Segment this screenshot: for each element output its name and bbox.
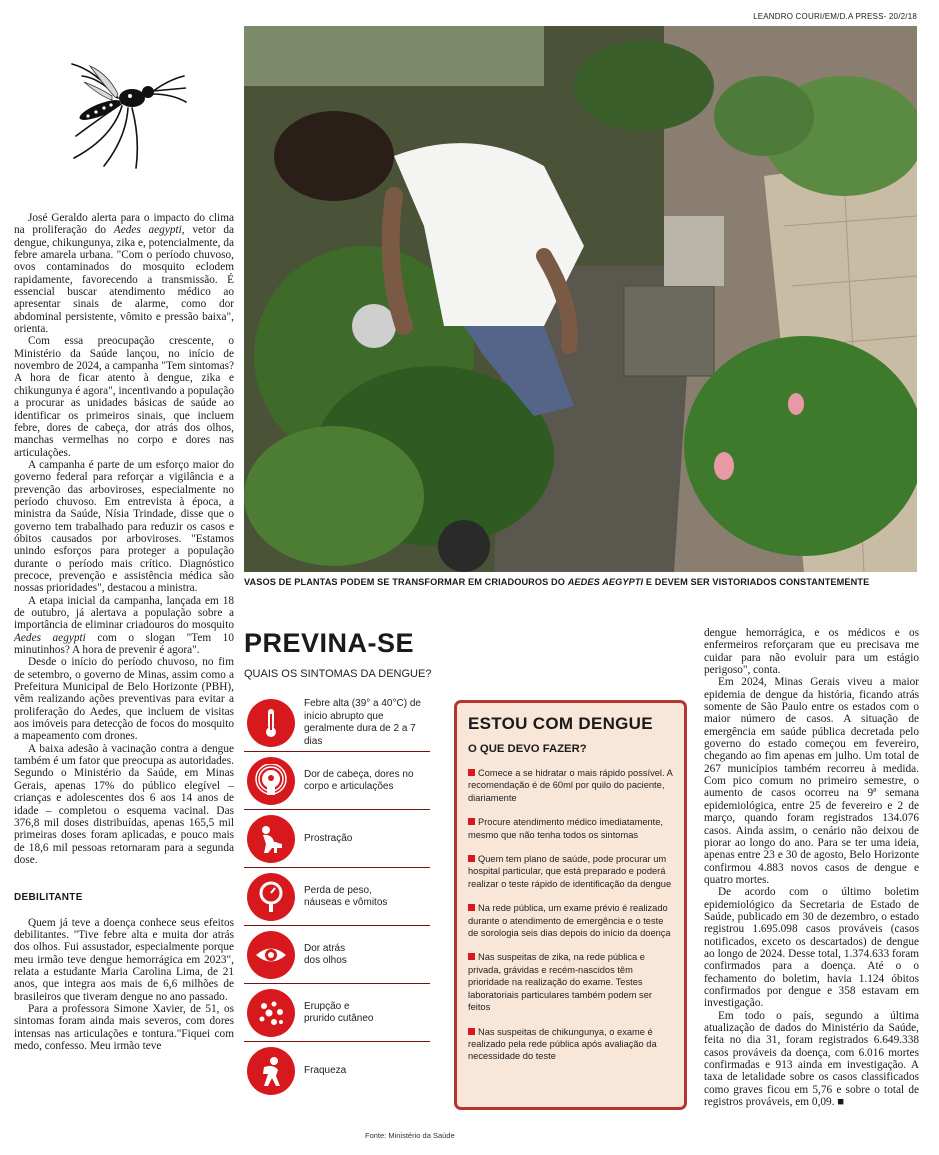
weight-loss-icon xyxy=(247,873,295,921)
source-note: Fonte: Ministério da Saúde xyxy=(365,1131,455,1140)
symptom-item xyxy=(244,810,430,868)
paragraph: A baixa adesão à vacinação contra a dengue também é um fator que preocupa as autoridades. Segundo o Ministério da Saúde, em Minas Gerais, apenas 17% do público elegível – crianças e adolescentes dos 6 aos 14 anos de idade – completou o esquema vacinal. Das 376,8 mil doses distribuídas, apenas 165,5 mil primeiras doses foram aplicadas, e pouco mais de 18,6 mil pessoas retornaram para a segunda dose. xyxy=(14,742,234,866)
photo-credit: LEANDRO COURI/EM/D.A PRESS- 20/2/18 xyxy=(753,12,917,21)
box-item: Quem tem plano de saúde, pode procurar um hospital particular, que está preparado e poderá realizar o teste rápido de identificação da dengue xyxy=(468,854,672,889)
paragraph: Quem já teve a doença conhece seus efeitos debilitantes. "Tive febre alta e muita dor atrás dos olhos. Fui assustador, especialmente porque meu irmão teve dengue hemorrágica em 2023", relata a estudante Maria Carolina Lima, de 21 anos, que integra aos mais de 6,6 milhões de brasileiros que tiveram dengue no ano passado. xyxy=(14,916,234,1003)
paragraph: Em todo o país, segundo a última atualização de dados do Ministério da Saúde, feita no dia 31, foram registrados 6.649.338 casos prováveis da doença, com 6.016 mortes confirmadas e 913 ainda em investigação. A taxa de letalidade sobre os casos classificados como graves ficou em 5,76 e sobre o total de registros prováveis, em 0,09. ■ xyxy=(704,1009,919,1109)
rash-icon xyxy=(247,989,295,1037)
symptom-text: Dor atrás dos olhos xyxy=(304,942,347,966)
symptom-item xyxy=(244,1042,430,1100)
thermometer-icon xyxy=(247,699,295,747)
box-item: Procure atendimento médico imediatamente, mesmo que não tenha todos os sintomas xyxy=(468,817,664,840)
paragraph: Desde o início do período chuvoso, no fim de setembro, o governo de Minas, assim como a Prefeitura Municipal de Belo Horizonte (PBH), vêm realizando ações preventivas para evitar a proliferação do Aedes, que incluem de visitas aos imóveis para detecção de focos do mosquito a mapeamento com drones. xyxy=(14,656,234,743)
symptom-list xyxy=(244,694,430,1100)
box-title: ESTOU COM DENGUE xyxy=(468,714,653,733)
box-item: Nas suspeitas de zika, na rede pública e privada, grávidas e recém-nascidos têm prioridade na realização do exame. Testes laboratoriais particulares também podem ser feitos xyxy=(468,952,652,1013)
main-photo xyxy=(244,26,917,572)
paragraph: Com essa preocupação crescente, o Ministério da Saúde lançou, no início de novembro de 2024, a campanha "Tem sintomas? A hora de ficar atento à dengue, zika e chikungunya é agora", incentivando a população a procurar as unidades básicas de saúde ao identificar os primeiros sinais, que incluem febre, dores de cabeça, dor atrás dos olhos, manchas vermelhas no corpo e dores nas articulações. xyxy=(14,335,234,459)
symptom-text: Fraqueza xyxy=(304,1064,347,1076)
symptom-text: Erupção e prurido cutâneo xyxy=(304,1000,374,1024)
paragraph: A etapa inicial da campanha, lançada em 18 de outubro, já alertava a população sobre a importância de eliminar criadouros do mosquito Aedes aegypti com o slogan "Tem 10 minutinhos? A hora de prevenir é agora". xyxy=(14,594,234,657)
paragraph: A campanha é parte de um esforço maior do governo federal para reforçar a vigilância e a prevenção das arboviroses, especialmente no período chuvoso. Em entrevista à época, a ministra da Saúde, Nísia Trindade, disse que o governo tem trabalhado para reduzir os casos e óbitos causados por arboviroses. "Estamos unindo esforços para proteger a população durante o período mais crítico. Diagnóstico precoce, prevenção e assistência médica são nossas prioridades", destacou a ministra. xyxy=(14,458,234,595)
bullet-square-icon xyxy=(468,904,475,911)
paragraph: De acordo com o último boletim epidemiológico da Secretaria de Estado de Saúde, publicado em 30 de dezembro, o estado registrou 1.695.098 casos prováveis (casos notificados, exceto os descartados) de dengue ao longo de 2024. Desse total, 1.374.633 foram confirmados para a doença. Até o o fechamento do boletim, havia 1.124 óbitos confirmados por dengue e 358 estavam em investigação. xyxy=(704,886,919,1010)
bullet-square-icon xyxy=(468,855,475,862)
right-column-text xyxy=(704,627,919,1108)
box-item: Nas suspeitas de chikungunya, o exame é realizado pela rede pública após avaliação da necessidade do teste xyxy=(468,1026,657,1062)
bullet-square-icon xyxy=(468,818,475,825)
symptom-item xyxy=(244,868,430,926)
eye-icon xyxy=(247,931,295,979)
box-item: Comece a se hidratar o mais rápido possível. A recomendação é de 60ml por quilo do paciente, diariamente xyxy=(468,768,673,803)
paragraph: José Geraldo alerta para o impacto do clima na proliferação do Aedes aegypti, vetor da dengue, chikungunya, zika e, potencialmente, da febre amarela urbana. "Com o período chuvoso, ovos contaminados do mosquito eclodem rapidamente, favorecendo a transmissão. É essencial buscar atendimento médico ao apresentar sinais de alarme, como dor abdominal persistente, vômito e pressão baixa", orienta. xyxy=(14,212,234,336)
left-column-text xyxy=(14,212,234,1052)
symptom-item xyxy=(244,694,430,752)
symptom-item xyxy=(244,752,430,810)
symptom-item xyxy=(244,926,430,984)
bullet-square-icon xyxy=(468,1028,475,1035)
prevent-subtitle: QUAIS OS SINTOMAS DA DENGUE? xyxy=(244,668,432,680)
symptom-text: Prostração xyxy=(304,832,353,844)
box-item: Na rede pública, um exame prévio é realizado durante o atendimento de emergência e o teste de sorologia seis dias depois do início da doença xyxy=(468,903,671,939)
dengue-info-box xyxy=(454,700,687,1110)
bullet-square-icon xyxy=(468,769,475,776)
photo-caption: VASOS DE PLANTAS PODEM SE TRANSFORMAR EM CRIADOUROS DO AEDES AEGYPTI E DEVEM SER VISTORIADOS CONSTANTEMENTE xyxy=(244,577,870,587)
prevent-title: PREVINA-SE xyxy=(244,628,415,658)
symptom-text: Perda de peso, náuseas e vômitos xyxy=(304,884,388,908)
paragraph: Para a professora Simone Xavier, de 51, os sintomas foram ainda mais severos, com dores intensas nas articulações e tontura."Fiquei com medo, confesso. Meu irmão teve xyxy=(14,1002,234,1052)
mosquito-illustration xyxy=(60,58,190,173)
box-subtitle: O QUE DEVO FAZER? xyxy=(468,743,587,755)
symptom-text: Febre alta (39° a 40°C) de início abrupto que geralmente dura de 2 a 7 dias xyxy=(304,698,421,747)
bullet-square-icon xyxy=(468,953,475,960)
paragraph: dengue hemorrágica, e os médicos e os enfermeiros reforçaram que eu precisava me cuidar para não evoluir para um estágio perigoso", conta. xyxy=(704,627,919,677)
box-item-list xyxy=(468,767,673,1063)
headache-icon xyxy=(247,757,295,805)
paragraph: Em 2024, Minas Gerais viveu a maior epidemia de dengue da história, ficando atrás somente de São Paulo entre os estados com o maior número de casos. A situação de emergência em saúde pública decretada pelo governo do estado começou em fevereiro, chegando ao fim apenas em julho. Um total de 267 municípios também recorreu à medida. Com pico comum no primeiro semestre, o aumento de casos ocorreu na 9ª semana epidemiológica, entre 25 de fevereiro e 2 de março, quando foram registrados 134.076 casos. Ainda assim, o cenário não deixou de piorar ao longo do ano. Para se ter uma ideia, apenas entre 23 e 30 de agosto, Belo Horizonte confirmou 4.883 novos casos de dengue e quatro mortes. xyxy=(704,676,919,886)
symptom-item xyxy=(244,984,430,1042)
weakness-icon xyxy=(247,1047,295,1095)
prostration-icon xyxy=(247,815,295,863)
section-subhead: DEBILITANTE xyxy=(14,892,83,904)
symptom-text: Dor de cabeça, dores no corpo e articulações xyxy=(304,768,414,792)
